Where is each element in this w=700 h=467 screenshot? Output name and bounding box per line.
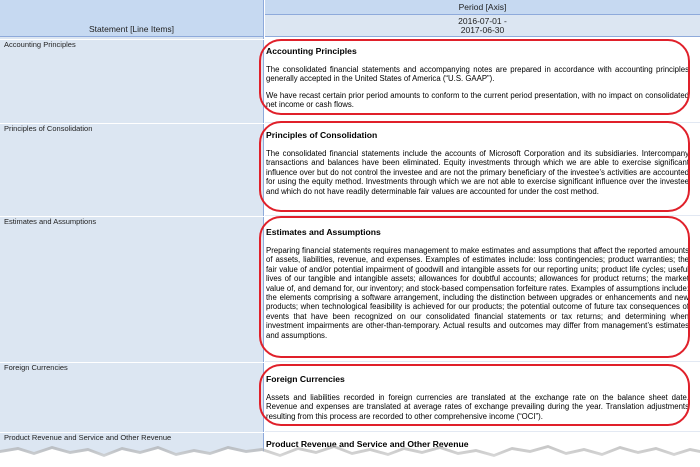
- row-label-accounting-principles[interactable]: Accounting Principles: [0, 39, 264, 49]
- section-paragraph: Preparing financial statements requires management to make estimates and assumptions that affect the reported amounts of assets, liabilities, revenue, and expenses. Examples of estimates include: loss contingencies; product warranties; the fair value of and/or potential impairment of goodwill and intangible assets for our reporting units; product life cycles; useful lives of our tangible and intangible assets; allowances for doubtful accounts; allowances for product returns; the market value of, and demand for, our inventory; and stock-based compensation forfeiture rates. Examples of assumptions include: the elements comprising a software arrangement, including the distinction between upgrades or enhancements and new products; when technological feasibility is achieved for our products; the potential outcome of future tax consequences of events that have been recognized on our consolidated financial statements or tax returns; and determining when investment impairments are other-than-temporary. Actual results and outcomes may differ from management’s estimates and assumptions.: [266, 246, 689, 340]
- period-end: 2017-06-30: [460, 25, 505, 35]
- row-label-principles-of-consolidation[interactable]: Principles of Consolidation: [0, 123, 264, 133]
- row-label-foreign-currencies[interactable]: Foreign Currencies: [0, 362, 264, 372]
- section-paragraph: We have recast certain prior period amounts to conform to the current period presentation, with no impact on consolidated net income or cash flows.: [266, 90, 689, 110]
- row-divider: [265, 361, 700, 362]
- section-foreign-currencies: [266, 374, 689, 428]
- section-principles-of-consolidation: [266, 130, 689, 203]
- section-paragraph: The consolidated financial statements and accompanying notes are prepared in accordance with accounting principles generally accepted in the United States of America (“U.S. GAAP”).: [266, 65, 689, 84]
- section-paragraph: The consolidated financial statements include the accounts of Microsoft Corporation and its subsidiaries. Intercompany transactions and balances have been eliminated. Equity investments through which we are able to exercise significant influence over but do not control the investee and are not the primary beneficiary of the investee’s activities are accounted for using the equity method. Investments through which we are not able to exercise significant influence over the investee and which do not have readily determinable fair values are accounted for under the cost method.: [266, 149, 689, 196]
- column-header-statement[interactable]: [0, 0, 264, 37]
- section-paragraph: Assets and liabilities recorded in foreign currencies are translated at the exchange rate on the balance sheet date. Revenue and expenses are translated at average rates of exchange prevailing during the year. Translation adjustments resulting from this process are recorded to other comprehensive income (“OCI”).: [266, 393, 689, 421]
- column-header-statement-label: Statement [Line Items]: [88, 24, 175, 34]
- section-title: Product Revenue and Service and Other Revenue: [266, 439, 469, 449]
- section-title: Estimates and Assumptions: [266, 227, 381, 237]
- column-header-period[interactable]: [265, 15, 700, 37]
- row-label-estimates-and-assumptions[interactable]: Estimates and Assumptions: [0, 216, 264, 226]
- column-header-period-axis[interactable]: Period [Axis]: [265, 0, 700, 15]
- section-title: Principles of Consolidation: [266, 130, 378, 140]
- line-items-column: [0, 37, 264, 467]
- section-estimates-and-assumptions: [266, 227, 689, 347]
- row-divider: [265, 431, 700, 432]
- row-divider: [265, 215, 700, 216]
- row-label-product-revenue[interactable]: Product Revenue and Service and Other Revenue: [0, 432, 264, 442]
- section-title: Accounting Principles: [266, 46, 357, 56]
- period-start: 2016-07-01 -: [458, 16, 507, 26]
- period-values-column: [265, 37, 700, 467]
- row-divider: [265, 122, 700, 123]
- section-accounting-principles: [266, 46, 689, 117]
- section-title: Foreign Currencies: [266, 374, 345, 384]
- torn-edge-effect: [0, 438, 700, 467]
